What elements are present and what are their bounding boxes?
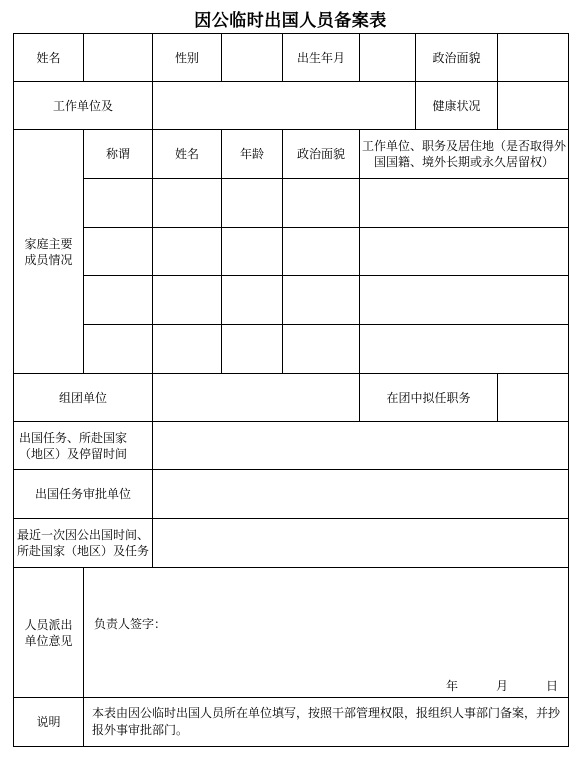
work-unit-label: 工作单位及 bbox=[14, 82, 153, 130]
gender-field[interactable] bbox=[222, 34, 283, 82]
family-header-work: 工作单位、职务及居住地（是否取得外国国籍、境外长期或永久居留权） bbox=[360, 130, 569, 179]
family-section-label: 家庭主要成员情况 bbox=[14, 130, 84, 374]
last-trip-label: 最近一次因公出国时间、所赴国家（地区）及任务 bbox=[14, 519, 153, 568]
family-name-field[interactable] bbox=[153, 276, 222, 325]
family-header-age: 年龄 bbox=[222, 130, 283, 179]
filing-form-table bbox=[13, 33, 569, 747]
family-work-field[interactable] bbox=[360, 276, 569, 325]
gender-label: 性别 bbox=[153, 34, 222, 82]
family-member-row bbox=[14, 228, 569, 276]
health-field[interactable] bbox=[498, 82, 569, 130]
political-label: 政治面貌 bbox=[416, 34, 498, 82]
org-unit-label: 组团单位 bbox=[14, 374, 153, 422]
name-field[interactable] bbox=[84, 34, 153, 82]
family-header-relation: 称谓 bbox=[84, 130, 153, 179]
family-age-field[interactable] bbox=[222, 228, 283, 276]
family-member-row bbox=[14, 325, 569, 374]
birth-field[interactable] bbox=[360, 34, 416, 82]
date-year: 年 bbox=[445, 679, 458, 693]
approval-unit-label: 出国任务审批单位 bbox=[14, 470, 153, 519]
political-field[interactable] bbox=[498, 34, 569, 82]
family-age-field[interactable] bbox=[222, 325, 283, 374]
last-trip-field[interactable] bbox=[153, 519, 569, 568]
position-label: 在团中拟任职务 bbox=[360, 374, 498, 422]
date-day: 日 bbox=[545, 679, 558, 693]
form-title: 因公临时出国人员备案表 bbox=[194, 11, 387, 31]
date-line bbox=[408, 678, 558, 694]
family-member-row bbox=[14, 276, 569, 325]
date-month: 月 bbox=[495, 679, 508, 693]
note-text: 本表由因公临时出国人员所在单位填写，按照干部管理权限，报组织人事部门备案，并抄报外事审批部门。 bbox=[84, 698, 569, 747]
dispatch-opinion-label: 人员派出单位意见 bbox=[14, 568, 84, 698]
family-work-field[interactable] bbox=[360, 228, 569, 276]
family-political-field[interactable] bbox=[283, 325, 360, 374]
family-work-field[interactable] bbox=[360, 179, 569, 228]
family-name-field[interactable] bbox=[153, 325, 222, 374]
task-field[interactable] bbox=[153, 422, 569, 470]
family-work-field[interactable] bbox=[360, 325, 569, 374]
position-field[interactable] bbox=[498, 374, 569, 422]
family-age-field[interactable] bbox=[222, 179, 283, 228]
family-name-field[interactable] bbox=[153, 228, 222, 276]
family-header-political: 政治面貌 bbox=[283, 130, 360, 179]
family-relation-field[interactable] bbox=[84, 276, 153, 325]
dispatch-opinion-field[interactable] bbox=[84, 568, 569, 698]
family-relation-field[interactable] bbox=[84, 325, 153, 374]
family-political-field[interactable] bbox=[283, 228, 360, 276]
signer-label: 负责人签字： bbox=[94, 617, 167, 631]
family-header-name: 姓名 bbox=[153, 130, 222, 179]
family-relation-field[interactable] bbox=[84, 179, 153, 228]
task-label: 出国任务、所赴国家（地区）及停留时间 bbox=[14, 422, 153, 470]
birth-label: 出生年月 bbox=[283, 34, 360, 82]
approval-unit-field[interactable] bbox=[153, 470, 569, 519]
family-political-field[interactable] bbox=[283, 179, 360, 228]
work-unit-field[interactable] bbox=[153, 82, 416, 130]
note-label: 说明 bbox=[14, 698, 84, 747]
name-label: 姓名 bbox=[14, 34, 84, 82]
health-label: 健康状况 bbox=[416, 82, 498, 130]
family-political-field[interactable] bbox=[283, 276, 360, 325]
family-name-field[interactable] bbox=[153, 179, 222, 228]
family-member-row bbox=[14, 179, 569, 228]
family-age-field[interactable] bbox=[222, 276, 283, 325]
org-unit-field[interactable] bbox=[153, 374, 360, 422]
family-relation-field[interactable] bbox=[84, 228, 153, 276]
